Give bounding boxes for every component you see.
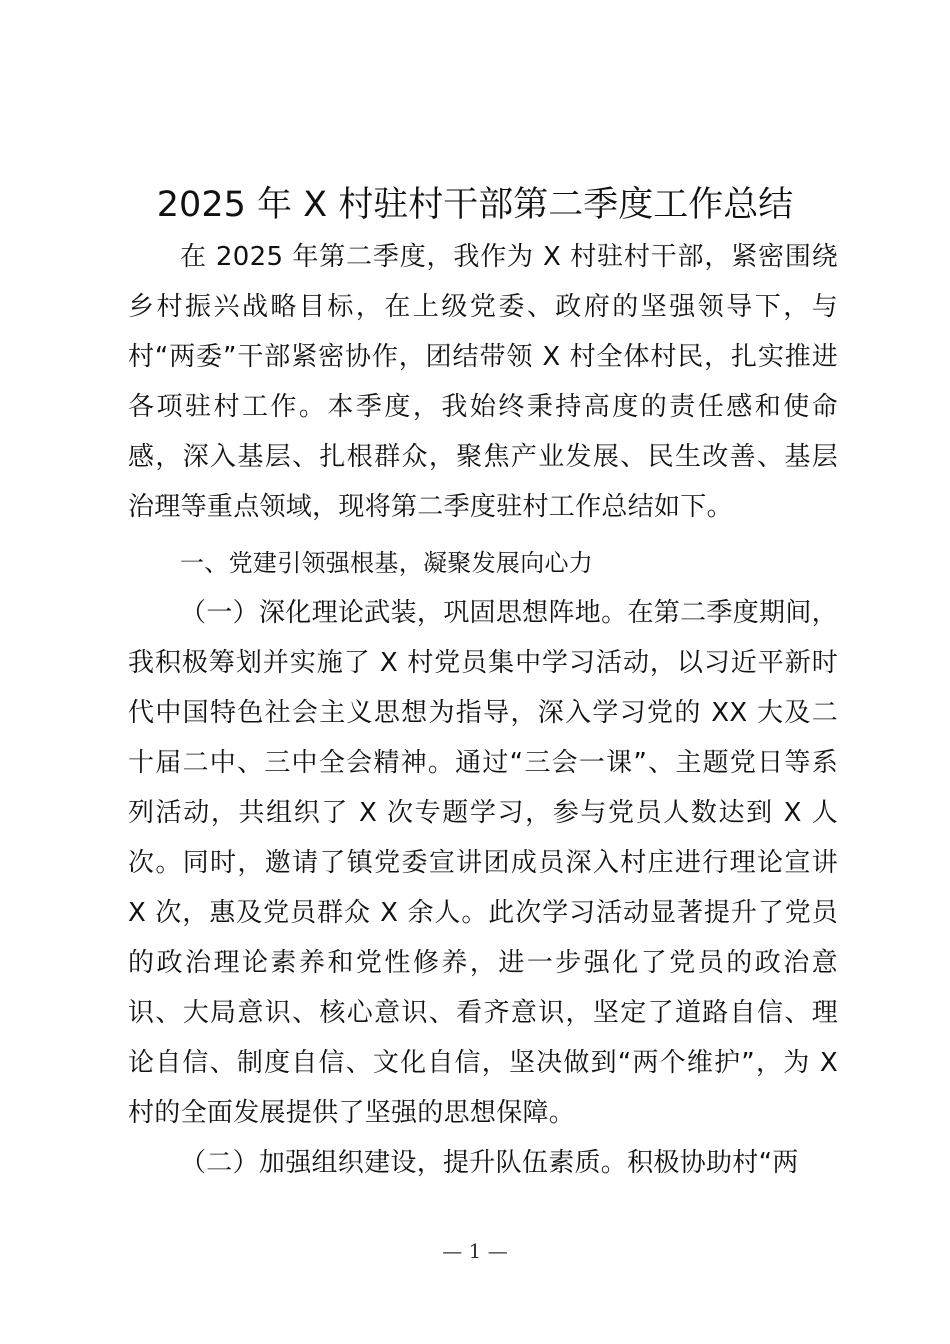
subsection-paragraph-1: （一）深化理论武装，巩固思想阵地。在第二季度期间，我积极筹划并实施了 X 村党员集中学习活动，以习近平新时代中国特色社会主义思想为指导，深入学习党的 XX 大及二十届二中、三中全会精神。通过“三会一课”、主题党日等系列活动，共组织了 X 次专题学习，参与党员人数达到 X 人次。同时，邀请了镇党委宣讲团成员深入村庄进行理论宣讲 X 次，惠及党员群众 X 余人。此次学习活动显著提升了党员的政治理论素养和党性修养，进一步强化了党员的政治意识、大局意识、核心意识、看齐意识，坚定了道路自信、理论自信、制度自信、文化自信，坚决做到“两个维护”，为 X 村的全面发展提供了坚强的思想保障。: [128, 598, 838, 1128]
subsection-paragraph-2: （二）加强组织建设，提升队伍素质。积极协助村“两: [180, 1148, 799, 1178]
section-heading-1: 一、党建引领强根基，凝聚发展向心力: [180, 549, 594, 577]
document-title: 2025 年 X 村驻村干部第二季度工作总结: [156, 185, 794, 225]
page-number: — 1 —: [442, 1239, 508, 1263]
document-body: [128, 232, 838, 1188]
intro-paragraph: 在 2025 年第二季度，我作为 X 村驻村干部，紧密围绕乡村振兴战略目标，在上级党委、政府的坚强领导下，与村“两委”干部紧密协作，团结带领 X 村全体村民，扎实推进各项驻村工作。本季度，我始终秉持高度的责任感和使命感，深入基层、扎根群众，聚焦产业发展、民生改善、基层治理等重点领域，现将第二季度驻村工作总结如下。: [128, 242, 838, 522]
